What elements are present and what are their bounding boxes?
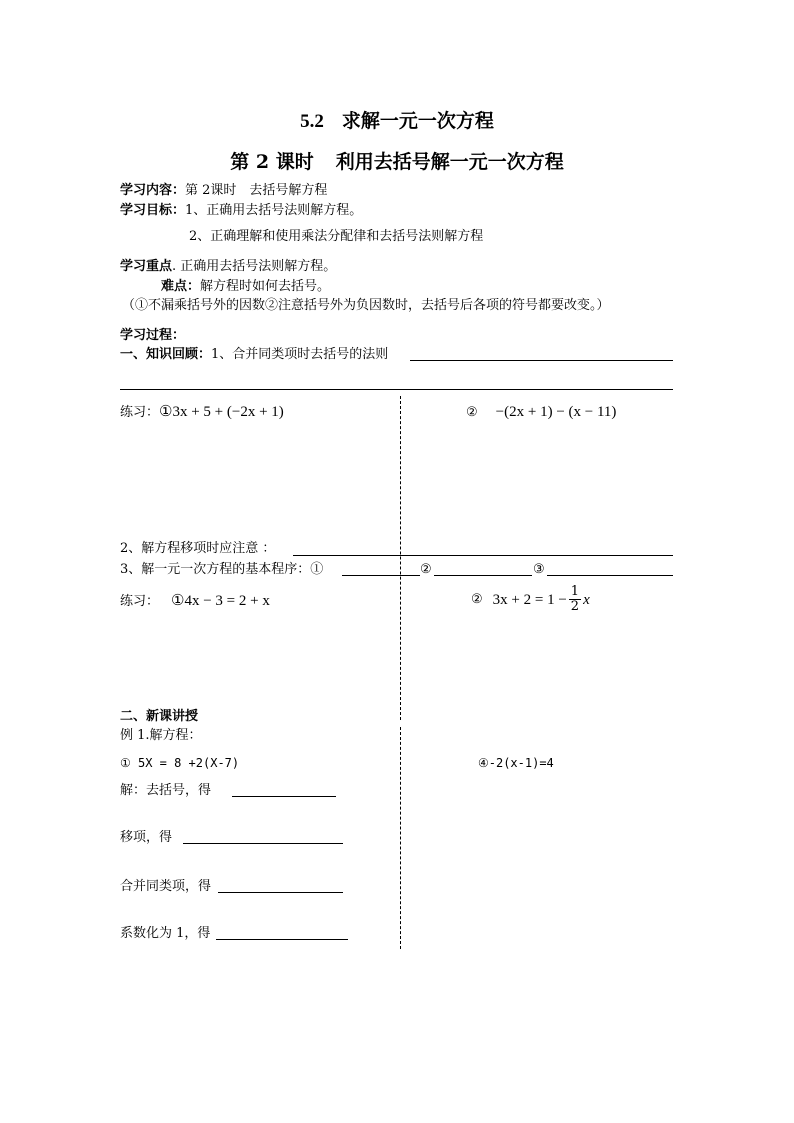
page-title [0,106,794,133]
section-number: 5.2 [300,111,324,132]
answer-line[interactable] [293,555,673,556]
exercise-row-4 [471,585,590,614]
column-divider [400,396,401,720]
exercise-2-number: ② [466,405,478,420]
answer-line[interactable] [183,843,343,844]
key-value: . 正确用去括号法则解方程。 [172,259,337,274]
title-main: 求解一元一次方程 [341,110,494,132]
exercise-2: −(2x + 1) − (x − 11) [495,404,617,420]
exercise-4-right: x [583,591,590,608]
page-subtitle [0,147,794,174]
step-solve: 解：去括号，得 [120,783,212,798]
goal-1: 1、正确用去括号法则解方程。 [185,203,363,218]
fraction-numerator: 1 [570,584,580,599]
column-divider [400,727,401,949]
new-lesson-label: 二、新课讲授 [120,709,199,724]
exercise-1: ①3x + 5 + (−2x + 1) [159,404,284,420]
content-label: 学习内容： [120,183,186,198]
answer-line[interactable] [547,575,673,576]
review-3: 3、解一元一次方程的基本程序：① [120,562,324,577]
difficulty-row [161,279,330,295]
content-value: 第 2课时 去括号解方程 [185,183,328,198]
step-3: ③ [533,562,545,577]
step-2: ② [420,562,432,577]
fraction [569,585,581,614]
exercise-4-left: 3x + 2 = 1 − [492,591,567,608]
goal-label: 学习目标： [120,203,186,218]
goal-row [120,203,362,219]
practice-label: 练习： [120,405,160,420]
difficulty-label: 难点： [161,279,201,294]
subtitle-text: 利用去括号解一元一次方程 [335,151,564,173]
exercise-row-2 [466,404,616,421]
exercise-row-3 [120,593,270,610]
step-coef: 系数化为 1，得 [120,926,211,941]
review-row [120,347,388,363]
review-1: 1、合并同类项时去括号的法则 [211,347,389,362]
exercise-3: ①4x − 3 = 2 + x [171,593,270,609]
answer-line[interactable] [410,360,673,361]
difficulty-value: 解方程时如何去括号。 [200,279,331,294]
example-label: 例 1.解方程： [120,728,202,743]
step-move: 移项，得 [120,830,173,845]
answer-line[interactable] [120,389,673,390]
answer-line[interactable] [216,939,348,940]
review-2: 2、解方程移项时应注意 ： [120,541,276,556]
key-row [120,259,336,275]
lesson-number: 第 2 课时 [230,151,314,173]
goal-2: 2、正确理解和使用乘法分配律和去括号法则解方程 [189,229,484,244]
answer-line[interactable] [434,575,532,576]
practice2-label: 练习： [120,594,160,609]
fraction-denominator: 2 [570,599,580,614]
answer-line[interactable] [218,892,343,893]
answer-line[interactable] [342,575,420,576]
exercise-row-1 [120,404,284,421]
review-label: 一、知识回顾： [120,347,212,362]
process-label: 学习过程： [120,328,186,343]
content-row [120,183,327,199]
exercise-4-number: ② [471,591,483,607]
answer-line[interactable] [232,796,336,797]
note-text: （①不漏乘括号外的因数②注意括号外为负因数时，去括号后各项的符号都要改变。） [122,298,610,313]
key-label: 学习重点 [120,259,173,274]
step-combine: 合并同类项，得 [120,879,212,894]
equation-4: ④-2(x-1)=4 [478,756,554,770]
equation-1: ① 5X = 8 +2(X-7) [120,756,240,770]
